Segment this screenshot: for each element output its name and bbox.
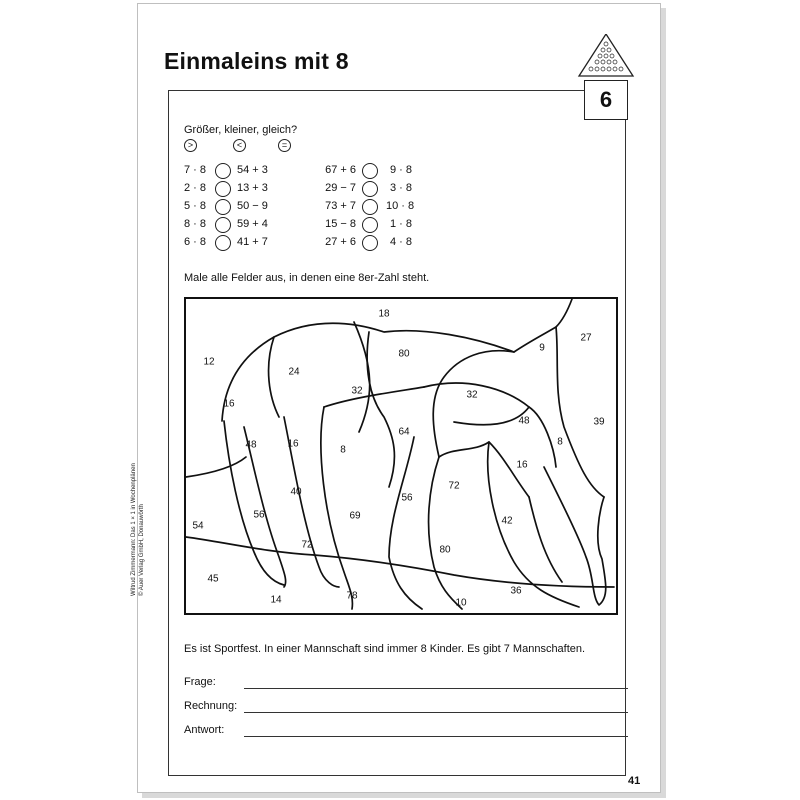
- field-number: 56: [401, 492, 413, 504]
- expression-left: 67 + 6: [325, 164, 356, 176]
- field-number: 24: [288, 366, 300, 378]
- answer-circle[interactable]: [215, 199, 231, 215]
- field-number: 54: [192, 520, 204, 532]
- expression-left: 27 + 6: [325, 236, 356, 248]
- field-number: 16: [516, 459, 528, 471]
- expression-left: 73 + 7: [325, 200, 356, 212]
- worksheet-number-badge: 6: [584, 80, 628, 120]
- copyright-note: [130, 406, 146, 596]
- exercise1-instruction: Größer, kleiner, gleich?: [184, 124, 298, 136]
- elephant-coloring-picture: [184, 297, 618, 615]
- question-label: Frage:: [184, 676, 216, 688]
- word-problem-text: Es ist Sportfest. In einer Mannschaft sind immer 8 Kinder. Es gibt 7 Mannschaften.: [184, 643, 586, 655]
- roof-icon: [576, 34, 636, 80]
- field-number: 80: [398, 348, 410, 360]
- field-number: 36: [510, 585, 522, 597]
- page-title: Einmaleins mit 8: [164, 48, 349, 74]
- calculation-label: Rechnung:: [184, 700, 238, 712]
- field-number: 14: [270, 594, 282, 606]
- answer-circle[interactable]: [362, 181, 378, 197]
- expression-right: 9 · 8: [390, 164, 413, 176]
- page-number: 41: [628, 775, 641, 787]
- calculation-answer-line[interactable]: [244, 712, 628, 713]
- field-number: 16: [223, 398, 235, 410]
- answer-circle[interactable]: [362, 199, 378, 215]
- answer-circle[interactable]: [215, 235, 231, 251]
- answer-circle[interactable]: [215, 163, 231, 179]
- greater-symbol: >: [184, 139, 197, 152]
- answer-circle[interactable]: [215, 217, 231, 233]
- expression-left: 5 · 8: [183, 200, 206, 212]
- field-number: 48: [245, 439, 257, 451]
- expression-left: 29 − 7: [325, 182, 356, 194]
- expression-right: 4 · 8: [390, 236, 413, 248]
- field-number: 42: [501, 515, 513, 527]
- field-number: 12: [203, 356, 215, 368]
- field-number: 8: [340, 444, 346, 456]
- expression-right: 50 − 9: [237, 200, 268, 212]
- answer-label: Antwort:: [184, 724, 225, 736]
- field-number: 48: [518, 415, 530, 427]
- field-number: 80: [439, 544, 451, 556]
- field-number: 64: [398, 426, 410, 438]
- less-symbol: <: [233, 139, 246, 152]
- field-number: 40: [290, 486, 302, 498]
- answer-line[interactable]: [244, 736, 628, 737]
- expression-right: 10 · 8: [386, 200, 415, 212]
- field-number: 56: [253, 509, 265, 521]
- expression-right: 59 + 4: [237, 218, 268, 230]
- field-number: 10: [455, 597, 467, 609]
- field-number: 16: [287, 438, 299, 450]
- exercise2-instruction: Male alle Felder aus, in denen eine 8er-Zahl steht.: [184, 272, 430, 284]
- expression-right: 3 · 8: [390, 182, 413, 194]
- field-number: 8: [557, 436, 563, 448]
- field-number: 45: [207, 573, 219, 585]
- expression-left: 2 · 8: [183, 182, 206, 194]
- field-number: 9: [539, 342, 545, 354]
- expression-right: 54 + 3: [237, 164, 268, 176]
- expression-right: 1 · 8: [390, 218, 413, 230]
- answer-circle[interactable]: [362, 217, 378, 233]
- field-number: 18: [378, 308, 390, 320]
- answer-circle[interactable]: [362, 163, 378, 179]
- answer-circle[interactable]: [362, 235, 378, 251]
- answer-circle[interactable]: [215, 181, 231, 197]
- expression-right: 13 + 3: [237, 182, 268, 194]
- field-number: 72: [301, 539, 313, 551]
- expression-right: 41 + 7: [237, 236, 268, 248]
- expression-left: 8 · 8: [183, 218, 206, 230]
- field-number: 39: [593, 416, 605, 428]
- field-number: 78: [346, 590, 358, 602]
- question-answer-line[interactable]: [244, 688, 628, 689]
- field-number: 69: [349, 510, 361, 522]
- copyright-line-1: Wiltrud Zimmermann: Das 1 × 1 in Wochenplänen: [131, 463, 137, 596]
- copyright-line-2: © Auer Verlag GmbH, Donauwörth: [139, 504, 145, 596]
- field-number: 27: [580, 332, 592, 344]
- field-number: 32: [466, 389, 478, 401]
- expression-left: 6 · 8: [183, 236, 206, 248]
- field-number: 32: [351, 385, 363, 397]
- expression-left: 7 · 8: [183, 164, 206, 176]
- field-number: 72: [448, 480, 460, 492]
- equal-symbol: =: [278, 139, 291, 152]
- expression-left: 15 − 8: [325, 218, 356, 230]
